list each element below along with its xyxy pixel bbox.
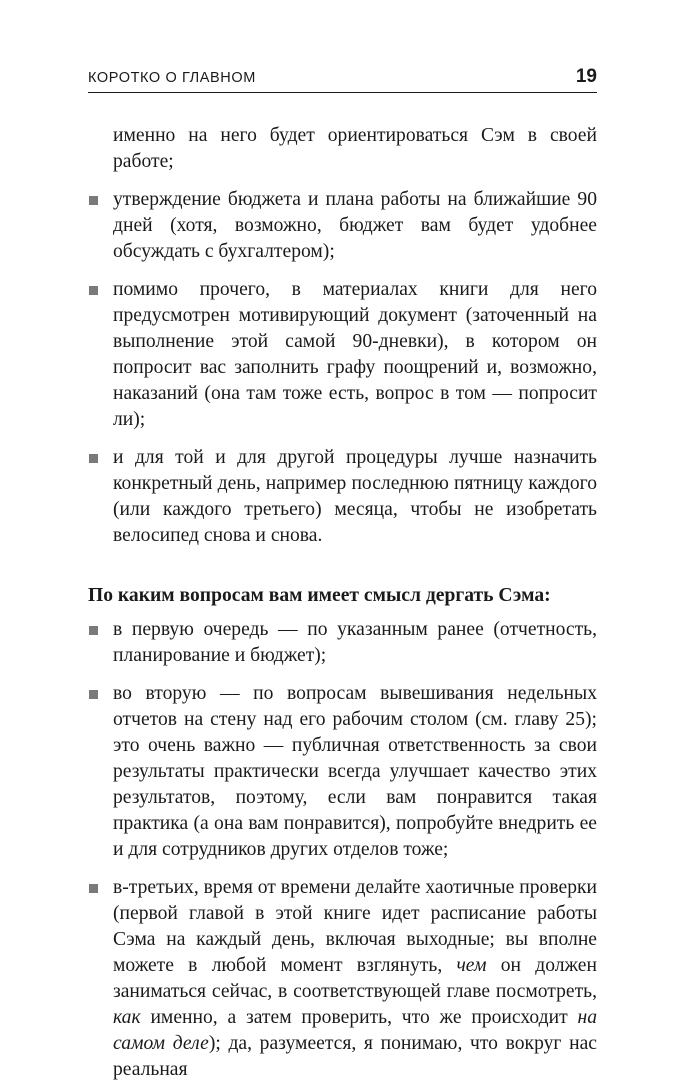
square-bullet-icon <box>89 884 98 893</box>
emphasis-what: чем <box>456 955 487 976</box>
list-item-text: во вторую — по вопросам вывешивания недельных отчетов на стену над его рабочим столом (см. главу 25); это очень важно — публичная ответственность за свои результаты практически всегда улучшает качество этих результатов, поэтому, если вам понравится такая практика (а она вам понравится), попробуйте внедрить ее и для сотрудников других отделов тоже; <box>113 683 597 860</box>
list-item <box>88 277 597 433</box>
book-page <box>88 0 597 1080</box>
text-run: он должен заниматься сейчас, в соответствующей главе посмотреть, <box>113 955 597 1002</box>
emphasis-actually: на самом деле <box>113 1007 597 1054</box>
square-bullet-icon <box>89 454 98 463</box>
list-item <box>88 617 597 669</box>
section-heading: По каким вопросам вам имеет смысл дергать Сэма: <box>88 585 551 606</box>
text-run: ); да, разумеется, я понимаю, что вокруг нас реальная <box>113 1033 597 1080</box>
list-item-text: и для той и для другой процедуры лучше назначить конкретный день, например последнюю пятницу каждого (или каждого третьего) месяца, чтобы не изобретать велосипед снова и снова. <box>113 447 597 546</box>
square-bullet-icon <box>89 286 98 295</box>
emphasis-how: как <box>113 1007 141 1028</box>
intro-continuation: именно на него будет ориентироваться Сэм в своей работе; <box>113 125 597 172</box>
running-title: КОРОТКО О ГЛАВНОМ <box>88 70 256 86</box>
text-run: именно, а затем проверить, что же происходит <box>140 1007 578 1028</box>
list-item <box>88 445 597 549</box>
list-item <box>88 187 597 265</box>
page-number: 19 <box>575 66 597 87</box>
list-item <box>88 875 597 1083</box>
running-head <box>88 68 597 94</box>
list-item-text <box>113 877 597 1080</box>
square-bullet-icon <box>89 690 98 699</box>
list-item-text: в первую очередь — по указанным ранее (отчетность, планирование и бюджет); <box>113 619 597 666</box>
square-bullet-icon <box>89 626 98 635</box>
square-bullet-icon <box>89 196 98 205</box>
text-run: в-третьих, время от времени делайте хаотичные проверки (первой главой в этой книге идет расписание работы Сэма на каждый день, включая выходные; вы вполне можете в любой момент взглянуть, <box>113 877 597 976</box>
list-item <box>88 681 597 863</box>
list-item-text: помимо прочего, в материалах книги для него предусмотрен мотивирующий документ (заточенный на выполнение этой самой 90-дневки), в котором он попросит вас заполнить графу поощрений и, возможно, наказаний (она там тоже есть, вопрос в том — попросит ли); <box>113 279 597 430</box>
page-content <box>88 123 597 1083</box>
list-item-text: утверждение бюджета и плана работы на ближайшие 90 дней (хотя, возможно, бюджет вам будет удобнее обсуждать с бухгалтером); <box>113 189 597 262</box>
header-rule <box>88 92 597 93</box>
